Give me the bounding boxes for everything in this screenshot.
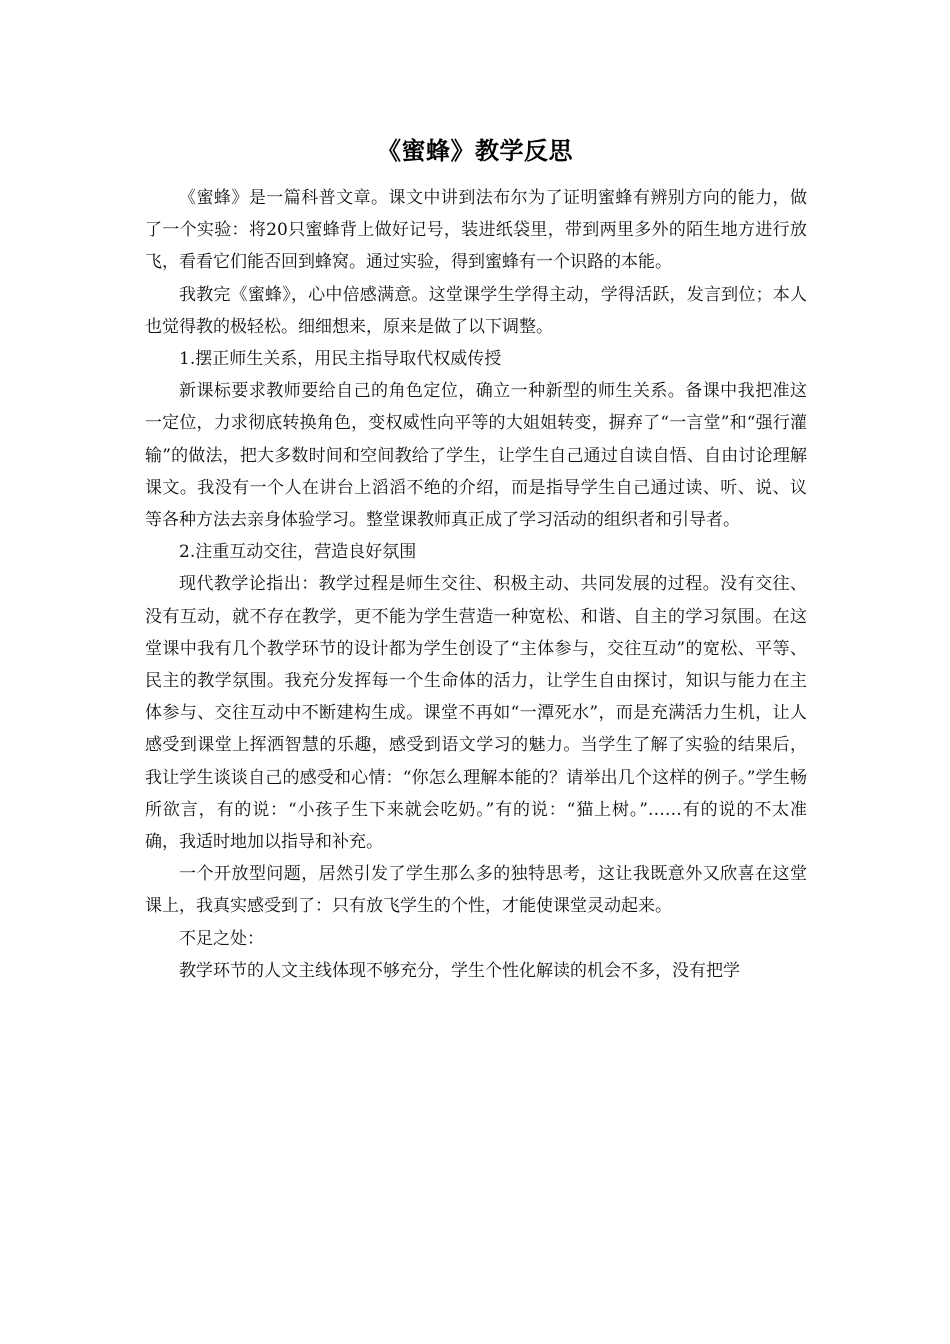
document-body xyxy=(145,182,807,987)
section-heading-1: 1.摆正师生关系，用民主指导取代权威传授 xyxy=(179,349,502,370)
paragraph-open-question: 一个开放型问题，居然引发了学生那么多的独特思考，这让我既意外又欣喜在这堂课上，我真实感受到了：只有放飞学生的个性，才能使课堂灵动起来。 xyxy=(145,864,807,917)
section-heading-2: 2.注重互动交往，营造良好氛围 xyxy=(179,542,417,563)
paragraph-intro: 《蜜蜂》是一篇科普文章。课文中讲到法布尔为了证明蜜蜂有辨别方向的能力，做了一个实验：将20只蜜蜂背上做好记号，装进纸袋里，带到两里多外的陌生地方进行放飞，看看它们能否回到蜂窝。通过实验，得到蜜蜂有一个识路的本能。 xyxy=(145,188,807,273)
paragraph-shortcomings: 教学环节的人文主线体现不够充分，学生个性化解读的机会不多，没有把学 xyxy=(179,960,740,981)
document-title: 《蜜蜂》教学反思 xyxy=(377,136,573,165)
section-heading-shortcomings: 不足之处： xyxy=(179,928,264,949)
paragraph-satisfaction: 我教完《蜜蜂》，心中倍感满意。这堂课学生学得主动，学得活跃，发言到位；本人也觉得教的极轻松。细细想来，原来是做了以下调整。 xyxy=(145,284,807,337)
paragraph-interaction: 现代教学论指出：教学过程是师生交往、积极主动、共同发展的过程。没有交往、没有互动，就不存在教学，更不能为学生营造一种宽松、和谐、自主的学习氛围。在这堂课中我有几个教学环节的设计都为学生创设了“主体参与，交往互动”的宽松、平等、民主的教学氛围。我充分发挥每一个生命体的活力，让学生自由探讨，知识与能力在主体参与、交往互动中不断建构生成。课堂不再如“一潭死水”，而是充满活力生机，让人感受到课堂上挥洒智慧的乐趣，感受到语文学习的魅力。当学生了解了实验的结果后，我让学生谈谈自己的感受和心情：“你怎么理解本能的？请举出几个这样的例子。”学生畅所欲言，有的说：“小孩子生下来就会吃奶。”有的说：“猫上树。”……有的说的不太准确，我适时地加以指导和补充。 xyxy=(145,574,807,853)
paragraph-teacher-role: 新课标要求教师要给自己的角色定位，确立一种新型的师生关系。备课中我把准这一定位，力求彻底转换角色，变权威性向平等的大姐姐转变，摒弃了“一言堂”和“强行灌输”的做法，把大多数时间和空间教给了学生，让学生自己通过自读自悟、自由讨论理解课文。我没有一个人在讲台上滔滔不绝的介绍，而是指导学生自己通过读、听、说、议等各种方法去亲身体验学习。整堂课教师真正成了学习活动的组织者和引导者。 xyxy=(145,381,807,531)
